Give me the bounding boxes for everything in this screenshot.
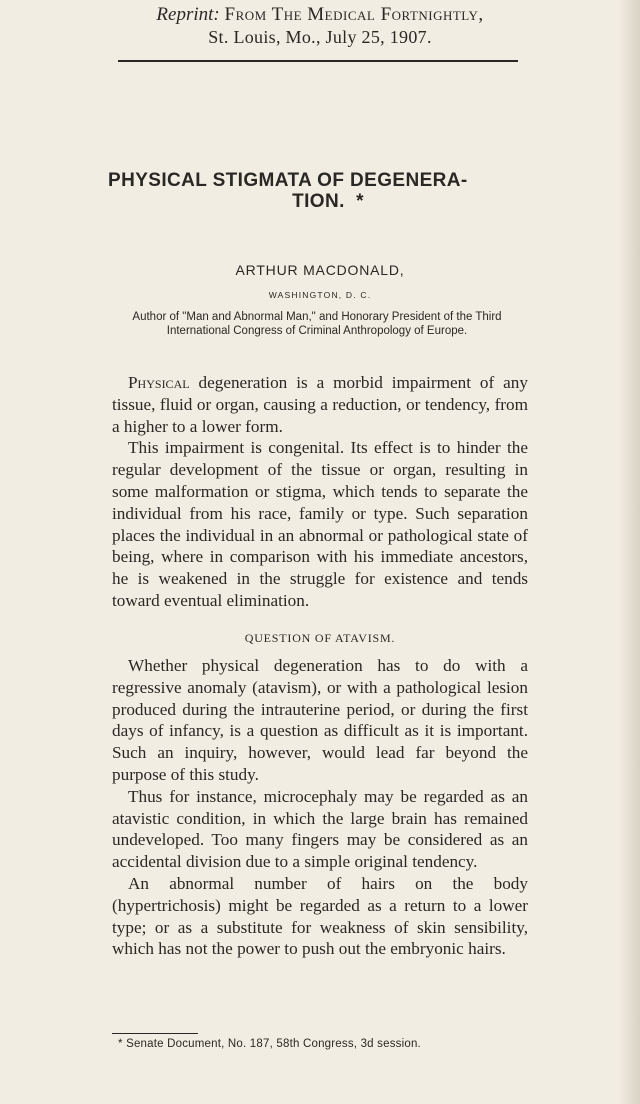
- intro-section: [112, 372, 528, 612]
- author-name: ARTHUR MACDONALD,: [235, 262, 405, 278]
- paragraph: This impairment is congenital. Its effect is to hinder the regular development of the tissue or organ, resulting in some malformation or stigma, which tends to separate the individual from his race, family or type. Such separation places the individual in an abnormal or pathological state of being, where in comparison with his immediate ancestors, he is weakened in the struggle for existence and tends toward eventual elimination.: [112, 438, 528, 610]
- reprint-source-line: [0, 4, 640, 26]
- paragraph: Whether physical degeneration has to do with a regressive anomaly (atavism), or with a pathological lesion produced during the intrauterine period, or during the first days of infancy, is a question as difficult as it is important. Such an inquiry, however, would lead far beyond the purpose of this study.: [112, 656, 528, 784]
- reprint-label: Reprint:: [156, 4, 220, 25]
- atavism-section: [112, 655, 528, 960]
- header-rule: [118, 60, 518, 62]
- section-heading: QUESTION OF ATAVISM.: [244, 631, 396, 645]
- paragraph: An abnormal number of hairs on the body (hypertrichosis) might be regarded as a return to a lower type; or as a substitute for weakness of skin sensibility, which has not the power to push out the embryonic hairs.: [112, 873, 528, 959]
- reprint-location-date: St. Louis, Mo., July 25, 1907.: [208, 27, 432, 47]
- reprint-header: [0, 4, 640, 48]
- title-line-1: PHYSICAL STIGMATA OF DEGENERA-: [108, 170, 468, 191]
- paragraph: Physical degeneration is a morbid impairment of any tissue, fluid or organ, causing a reduction, or tendency, from a higher to a lower form.: [112, 373, 528, 436]
- page-edge-shadow: [618, 0, 640, 1104]
- article-title: [108, 170, 548, 212]
- author-credit: Author of "Man and Abnormal Man," and Honorary President of the Third International Congress of Criminal Anthropology of Europe.: [132, 311, 502, 337]
- author-place: WASHINGTON, D. C.: [268, 290, 372, 300]
- paragraph: Thus for instance, microcephaly may be regarded as an atavistic condition, in which the large brain has remained undeveloped. Too many fingers may be considered as an accidental division due to a simple original tendency.: [112, 786, 528, 872]
- reprint-source: From The Medical Fortnightly,: [224, 4, 484, 25]
- footnote: * Senate Document, No. 187, 58th Congress, 3d session.: [118, 1038, 421, 1050]
- lead-word: Physical: [128, 373, 190, 392]
- title-line-2: TION. *: [292, 191, 364, 212]
- title-footnote-mark: *: [356, 191, 364, 212]
- footnote-rule: [112, 1033, 198, 1034]
